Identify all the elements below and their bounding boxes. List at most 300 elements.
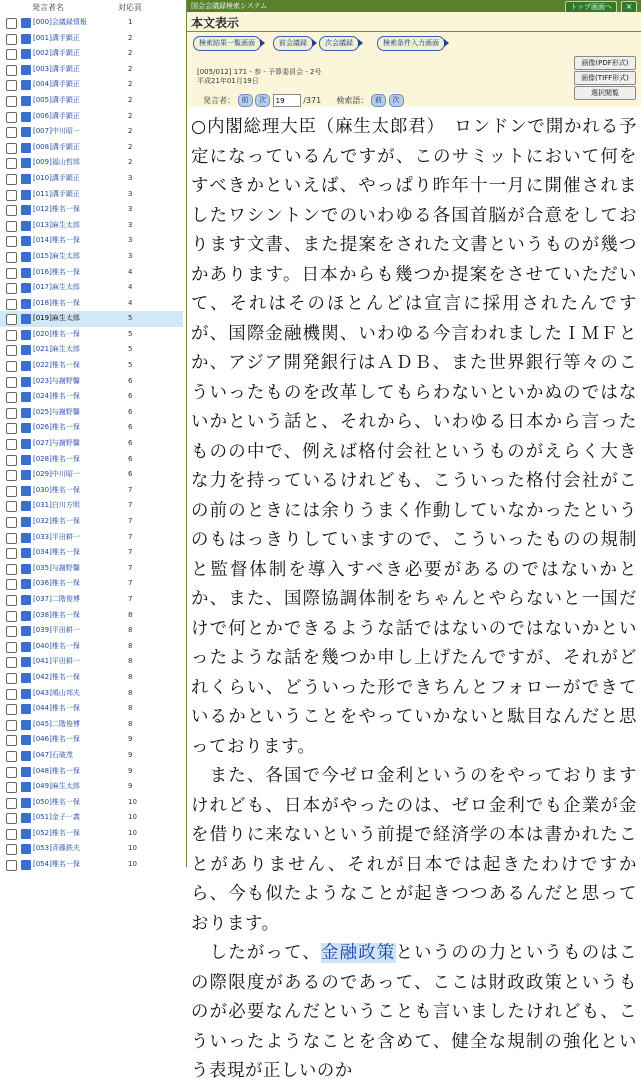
document-icon — [21, 158, 31, 168]
page-number: 8 — [128, 688, 133, 697]
speaker-list-item[interactable] — [0, 327, 183, 343]
speaker-list-item[interactable] — [0, 265, 183, 281]
document-icon — [21, 221, 31, 231]
speaker-link[interactable]: [019]麻生太郎 — [33, 314, 80, 323]
speech-paragraph-3 — [187, 939, 641, 1087]
page-number: 7 — [128, 501, 133, 510]
speaker-list-item[interactable] — [0, 109, 183, 125]
page-number: 8 — [128, 626, 133, 635]
speaker-link[interactable]: [004]溝手顕正 — [33, 80, 80, 89]
select-checkbox[interactable] — [6, 501, 17, 512]
speaker-list-item[interactable] — [0, 124, 183, 140]
select-checkbox[interactable] — [6, 517, 17, 528]
page-number: 2 — [128, 33, 133, 42]
speaker-link[interactable]: [027]与謝野馨 — [33, 439, 80, 448]
page-title: 本文表示 — [191, 16, 240, 30]
speaker-list-item[interactable] — [0, 202, 183, 218]
speaker-link[interactable]: [036]椎名一保 — [33, 579, 80, 588]
speaker-link[interactable]: [016]椎名一保 — [33, 267, 80, 276]
document-icon — [21, 268, 31, 278]
select-checkbox[interactable] — [6, 392, 17, 403]
page-number: 2 — [128, 49, 133, 58]
speaker-list-item[interactable] — [0, 561, 183, 577]
speaker-link[interactable]: [022]椎名一保 — [33, 361, 80, 370]
speaker-link[interactable]: [015]麻生太郎 — [33, 251, 80, 260]
speaker-list-item[interactable] — [0, 623, 183, 639]
select-checkbox[interactable] — [6, 330, 17, 341]
document-icon — [21, 361, 31, 371]
page-number: 6 — [128, 407, 133, 416]
speaker-link[interactable]: [052]椎名一保 — [33, 828, 80, 837]
speaker-list-header — [0, 2, 183, 14]
document-icon — [21, 501, 31, 511]
speaker-link[interactable]: [010]溝手顕正 — [33, 173, 80, 182]
document-icon — [21, 704, 31, 714]
page-number: 3 — [128, 220, 133, 229]
speaker-link[interactable]: [045]二階俊博 — [33, 719, 80, 728]
select-checkbox[interactable] — [6, 767, 17, 778]
page-number: 2 — [128, 127, 133, 136]
speaker-link[interactable]: [048]椎名一保 — [33, 766, 80, 775]
speaker-list-item[interactable] — [0, 545, 183, 561]
prev-speaker-button[interactable]: 前 — [238, 94, 253, 107]
speaker-list-item[interactable] — [0, 15, 183, 31]
speaker-link[interactable]: [018]椎名一保 — [33, 298, 80, 307]
speaker-list-item[interactable] — [0, 514, 183, 530]
speaker-list-item[interactable] — [0, 764, 183, 780]
speaker-list-item[interactable] — [0, 249, 183, 265]
select-checkbox[interactable] — [6, 361, 17, 372]
control-panel — [187, 12, 641, 107]
speaker-link[interactable]: [037]二階俊博 — [33, 594, 80, 603]
page-number: 8 — [128, 704, 133, 713]
document-icon — [21, 439, 31, 449]
select-checkbox[interactable] — [6, 860, 17, 871]
page-column-header: 対応頁 — [118, 3, 142, 12]
document-icon — [21, 80, 31, 90]
select-checkbox[interactable] — [6, 80, 17, 91]
select-checkbox[interactable] — [6, 626, 17, 637]
select-checkbox[interactable] — [6, 158, 17, 169]
select-checkbox[interactable] — [6, 423, 17, 434]
document-icon — [21, 330, 31, 340]
speaker-link[interactable]: [033]平田耕一 — [33, 532, 80, 541]
speaker-navigation — [203, 94, 404, 108]
page-number: 6 — [128, 376, 133, 385]
page-number: 10 — [128, 797, 137, 806]
document-icon — [21, 423, 31, 433]
speaker-list-item[interactable] — [0, 701, 183, 717]
speaker-link[interactable]: [005]溝手顕正 — [33, 95, 80, 104]
select-checkbox[interactable] — [6, 112, 17, 123]
speaker-list-item[interactable] — [0, 405, 183, 421]
tiff-image-button[interactable]: 画像(TIFF形式) — [574, 71, 636, 85]
page-number: 9 — [128, 750, 133, 759]
page-number: 8 — [128, 657, 133, 666]
page-number: 6 — [128, 454, 133, 463]
document-icon — [21, 767, 31, 777]
document-icon — [21, 34, 31, 44]
document-icon — [21, 190, 31, 200]
title-divider — [187, 31, 641, 32]
document-icon — [21, 314, 31, 324]
speaker-list-item[interactable] — [0, 140, 183, 156]
select-checkbox[interactable] — [6, 455, 17, 466]
document-icon — [21, 174, 31, 184]
document-icon — [21, 517, 31, 527]
page-number: 10 — [128, 860, 137, 869]
pdf-image-button[interactable]: 画像(PDF形式) — [574, 56, 636, 70]
speaker-link[interactable]: [000]会議録情報 — [33, 18, 87, 26]
search-input-screen-button[interactable]: 検索条件入力画面 — [377, 36, 445, 51]
speaker-link[interactable]: [041]平田耕一 — [33, 657, 80, 666]
document-icon — [21, 408, 31, 418]
select-checkbox[interactable] — [6, 283, 17, 294]
top-page-button[interactable]: トップ画面へ — [565, 1, 617, 13]
speaker-link[interactable]: [040]椎名一保 — [33, 641, 80, 650]
select-checkbox[interactable] — [6, 236, 17, 247]
page-number: 8 — [128, 672, 133, 681]
page-number: 9 — [128, 735, 133, 744]
document-icon — [21, 299, 31, 309]
select-checkbox[interactable] — [6, 704, 17, 715]
page-number: 4 — [128, 298, 133, 307]
page-number: 10 — [128, 813, 137, 822]
document-icon — [21, 611, 31, 621]
document-icon — [21, 798, 31, 808]
document-icon — [21, 455, 31, 465]
speaker-list-item[interactable] — [0, 530, 183, 546]
page-number: 6 — [128, 470, 133, 479]
speaker-link[interactable]: [051]金子一義 — [33, 813, 80, 822]
select-checkbox[interactable] — [6, 49, 17, 60]
speaker-list-item[interactable] — [0, 498, 183, 514]
speaker-link[interactable]: [020]椎名一保 — [33, 329, 80, 338]
select-checkbox[interactable] — [6, 798, 17, 809]
document-pane — [186, 0, 641, 1081]
document-icon — [21, 112, 31, 122]
speaker-link[interactable]: [025]与謝野馨 — [33, 407, 80, 416]
paragraph-text: したがって、 — [191, 943, 322, 963]
select-checkbox[interactable] — [6, 174, 17, 185]
select-checkbox[interactable] — [6, 252, 17, 263]
speaker-list-item[interactable] — [0, 826, 183, 842]
document-icon — [21, 548, 31, 558]
document-icon — [21, 751, 31, 761]
document-icon — [21, 49, 31, 59]
page-number: 8 — [128, 610, 133, 619]
select-checkbox[interactable] — [6, 143, 17, 154]
document-icon — [21, 673, 31, 683]
speaker-list-item[interactable] — [0, 342, 183, 358]
speaker-list-item[interactable] — [0, 467, 183, 483]
select-checkbox[interactable] — [6, 377, 17, 388]
speaker-list-item[interactable] — [0, 62, 183, 78]
select-checkbox[interactable] — [6, 579, 17, 590]
prev-meeting-button[interactable]: 前会議録 — [273, 36, 313, 51]
meeting-date: 平成21年01月19日 — [197, 77, 259, 85]
next-speaker-button[interactable]: 次 — [255, 94, 270, 107]
select-checkbox[interactable] — [6, 470, 17, 481]
system-bar — [187, 0, 641, 12]
page-number: 6 — [128, 439, 133, 448]
select-checkbox[interactable] — [6, 595, 17, 606]
speaker-link[interactable]: [028]椎名一保 — [33, 454, 80, 463]
speaker-list-item[interactable] — [0, 732, 183, 748]
next-meeting-button[interactable]: 次会議録 — [319, 36, 359, 51]
speaker-link[interactable]: [049]麻生太郎 — [33, 782, 80, 791]
speaker-list-item[interactable] — [0, 576, 183, 592]
select-checkbox[interactable] — [6, 673, 17, 684]
document-body — [187, 113, 641, 1081]
document-icon — [21, 143, 31, 153]
speaker-list-item[interactable] — [0, 608, 183, 624]
document-icon — [21, 283, 31, 293]
speech-paragraph-1: ○内閣総理大臣（麻生太郎君） ロンドンで開かれる予定になっているんですが、このサミットにおいて何をすべきかといえば、やっぱり昨年十一月に開催されましたワシントンでのいわゆる各国首脳が合意をしております文書、また提案をされた文書というものが幾つかあります。日本からも幾つか提案をさせていただいて、それはそのほとんどは宣言に採用されたんですが、国際金融機関、いわゆる今言われましたＩＭＦとか、アジア開発銀行はＡＤＢ、また世界銀行等々のこういったものを改革してもらわないといかぬのではないかという話と、それから、いわゆる日本から言ったものの中で、例えば格付会社というものがえらく大きな力を持っているけれども、こういった格付会社がこの前のときには余りうまく作動していなかったというのもはっきりしていますので、こういったものの規制と監督体制を導入すべき必要があるのではないかとか、また、国際協調体制をちゃんとやらないと一国だけで何とかできるような話ではないのではないかといったような話を幾つか申し上げたんですが、それがどれくらい、どういった形できちんとフォローができているかということをやっていかないと駄目なんだと思っております。 — [191, 117, 637, 757]
select-checkbox[interactable] — [6, 813, 17, 824]
speaker-link[interactable]: [026]椎名一保 — [33, 423, 80, 432]
speaker-list-item[interactable] — [0, 748, 183, 764]
search-term-highlight: 金融政策 — [321, 943, 396, 963]
speaker-link[interactable]: [012]椎名一保 — [33, 205, 80, 214]
speaker-link[interactable]: [050]椎名一保 — [33, 797, 80, 806]
page-number: 2 — [128, 80, 133, 89]
speaker-list-item[interactable] — [0, 857, 183, 873]
speaker-list-item[interactable] — [0, 654, 183, 670]
page-number: 2 — [128, 111, 133, 120]
speaker-link[interactable]: [042]椎名一保 — [33, 672, 80, 681]
speaker-link[interactable]: [007]中川昭一 — [33, 127, 80, 136]
speaker-link[interactable]: [006]溝手顕正 — [33, 111, 80, 120]
select-checkbox[interactable] — [6, 751, 17, 762]
document-icon — [21, 813, 31, 823]
speaker-link[interactable]: [029]中川昭一 — [33, 470, 80, 479]
speaker-link[interactable]: [032]椎名一保 — [33, 517, 80, 525]
select-checkbox[interactable] — [6, 408, 17, 419]
speaker-list-item[interactable] — [0, 795, 183, 811]
speaker-list-item[interactable] — [0, 280, 183, 296]
select-checkbox[interactable] — [6, 221, 17, 232]
page-number: 6 — [128, 392, 133, 401]
speaker-link[interactable]: [017]麻生太郎 — [33, 283, 80, 292]
speaker-list-item[interactable] — [0, 389, 183, 405]
speaker-link[interactable]: [038]椎名一保 — [33, 610, 80, 619]
speaker-link[interactable]: [001]溝手顕正 — [33, 33, 80, 42]
select-checkbox[interactable] — [6, 96, 17, 107]
page-number: 6 — [128, 423, 133, 432]
speaker-link[interactable]: [009]福山哲郎 — [33, 158, 80, 167]
page-number: 4 — [128, 267, 133, 276]
speaker-list-item[interactable] — [0, 841, 183, 857]
speaker-link[interactable]: [008]溝手顕正 — [33, 142, 80, 151]
page-number: 1 — [128, 18, 133, 26]
page-number: 2 — [128, 64, 133, 73]
speaker-list-item[interactable] — [0, 93, 183, 109]
select-checkbox[interactable] — [6, 844, 17, 855]
speaker-list-item[interactable] — [0, 717, 183, 733]
document-icon — [21, 486, 31, 496]
speaker-list-item[interactable] — [0, 779, 183, 795]
speaker-list-item[interactable] — [0, 311, 183, 327]
speaker-list-item[interactable] — [0, 358, 183, 374]
document-icon — [21, 127, 31, 137]
page-number: 7 — [128, 517, 133, 525]
speaker-link[interactable]: [014]椎名一保 — [33, 236, 80, 245]
document-icon — [21, 657, 31, 667]
select-checkbox[interactable] — [6, 345, 17, 356]
speaker-link[interactable]: [046]椎名一保 — [33, 735, 80, 744]
page-number: 2 — [128, 95, 133, 104]
select-checkbox[interactable] — [6, 299, 17, 310]
speaker-list-pane — [0, 0, 183, 867]
page-number: 5 — [128, 361, 133, 370]
speaker-link[interactable]: [035]与謝野馨 — [33, 563, 80, 572]
speaker-list-item[interactable] — [0, 670, 183, 686]
prev-term-button[interactable]: 前 — [371, 94, 386, 107]
page-number: 7 — [128, 485, 133, 494]
close-icon[interactable]: × — [621, 1, 637, 13]
speaker-list-item[interactable] — [0, 420, 183, 436]
page-number: 9 — [128, 766, 133, 775]
speaker-link[interactable]: [053]斉藤鉄夫 — [33, 844, 80, 853]
select-checkbox[interactable] — [6, 735, 17, 746]
speaker-link[interactable]: [024]椎名一保 — [33, 392, 80, 401]
select-checkbox[interactable] — [6, 642, 17, 653]
speaker-link[interactable]: [043]鳩山邦夫 — [33, 688, 80, 697]
document-icon — [21, 735, 31, 745]
select-checkbox[interactable] — [6, 564, 17, 575]
speaker-list-item[interactable] — [0, 218, 183, 234]
speaker-list-item[interactable] — [0, 483, 183, 499]
select-checkbox[interactable] — [6, 533, 17, 544]
document-icon — [21, 392, 31, 402]
speaker-list-item[interactable] — [0, 46, 183, 62]
select-checkbox[interactable] — [6, 486, 17, 497]
select-checkbox[interactable] — [6, 205, 17, 216]
select-checkbox[interactable] — [6, 34, 17, 45]
page-number: 8 — [128, 719, 133, 728]
speaker-list-item[interactable] — [0, 436, 183, 452]
document-icon — [21, 626, 31, 636]
paragraph-text: というのの力というものはこの際限度があるのであって、ここは財政政策というものが必要なんだということも言いましたけれども、こういったようなことを含めて、健全な規制の強化という表現が正しいのか — [191, 943, 637, 1081]
next-term-button[interactable]: 次 — [389, 94, 404, 107]
speaker-label: 発言者： — [203, 96, 235, 105]
page-number: 7 — [128, 563, 133, 572]
select-checkbox[interactable] — [6, 689, 17, 700]
page-number: 10 — [128, 828, 137, 837]
document-icon — [21, 252, 31, 262]
select-checkbox[interactable] — [6, 268, 17, 279]
document-icon — [21, 844, 31, 854]
document-icon — [21, 720, 31, 730]
speaker-list-item[interactable] — [0, 452, 183, 468]
page-number: 3 — [128, 251, 133, 260]
page-number: 7 — [128, 532, 133, 541]
document-icon — [21, 18, 31, 28]
document-icon — [21, 595, 31, 605]
select-checkbox[interactable] — [6, 782, 17, 793]
speaker-link[interactable]: [011]溝手顕正 — [33, 189, 80, 198]
page-number: 9 — [128, 782, 133, 791]
select-checkbox[interactable] — [6, 720, 17, 731]
speaker-link[interactable]: [030]椎名一保 — [33, 485, 80, 494]
page-number: 2 — [128, 158, 133, 167]
select-checkbox[interactable] — [6, 127, 17, 138]
select-checkbox[interactable] — [6, 65, 17, 76]
page-number: 5 — [128, 314, 133, 323]
page-number: 4 — [128, 283, 133, 292]
document-icon — [21, 533, 31, 543]
speaker-list-item[interactable] — [0, 639, 183, 655]
select-checkbox[interactable] — [6, 190, 17, 201]
select-checkbox[interactable] — [6, 657, 17, 668]
page-number: 7 — [128, 594, 133, 603]
page-number: 5 — [128, 345, 133, 354]
select-view-button[interactable]: 選択閲覧 — [574, 86, 636, 100]
select-checkbox[interactable] — [6, 611, 17, 622]
speaker-link[interactable]: [031]白川方明 — [33, 501, 80, 510]
speaker-link[interactable]: [021]麻生太郎 — [33, 345, 80, 354]
speaker-list-item[interactable] — [0, 77, 183, 93]
speaker-list-item[interactable] — [0, 187, 183, 203]
document-icon — [21, 236, 31, 246]
document-icon — [21, 96, 31, 106]
speaker-list — [0, 15, 183, 873]
speaker-list-item[interactable] — [0, 686, 183, 702]
speaker-link[interactable]: [054]椎名一保 — [33, 860, 80, 869]
document-icon — [21, 65, 31, 75]
speaker-link[interactable]: [044]椎名一保 — [33, 704, 80, 713]
page-number: 3 — [128, 189, 133, 198]
speaker-list-item[interactable] — [0, 31, 183, 47]
speaker-link[interactable]: [039]平田耕一 — [33, 626, 80, 635]
page-number: 10 — [128, 844, 137, 853]
speaker-link[interactable]: [013]麻生太郎 — [33, 220, 80, 229]
page-number: 3 — [128, 205, 133, 214]
select-checkbox[interactable] — [6, 439, 17, 450]
select-checkbox[interactable] — [6, 18, 17, 29]
document-icon — [21, 377, 31, 387]
document-icon — [21, 642, 31, 652]
select-checkbox[interactable] — [6, 548, 17, 559]
select-checkbox[interactable] — [6, 314, 17, 325]
speaker-list-item[interactable] — [0, 810, 183, 826]
speaker-link[interactable]: [003]溝手顕正 — [33, 64, 80, 73]
speaker-column-header: 発言者名 — [32, 3, 64, 12]
speaker-list-item[interactable] — [0, 155, 183, 171]
speaker-list-item[interactable] — [0, 592, 183, 608]
page-number: 7 — [128, 579, 133, 588]
page-number: 3 — [128, 236, 133, 245]
document-icon — [21, 829, 31, 839]
page-number: 5 — [128, 329, 133, 338]
speaker-list-item[interactable] — [0, 296, 183, 312]
document-icon — [21, 205, 31, 215]
results-list-button[interactable]: 検索結果一覧画面 — [193, 36, 261, 51]
select-checkbox[interactable] — [6, 829, 17, 840]
document-icon — [21, 782, 31, 792]
speaker-list-item[interactable] — [0, 233, 183, 249]
speaker-list-item[interactable] — [0, 374, 183, 390]
speaker-link[interactable]: [002]溝手顕正 — [33, 49, 80, 58]
speaker-list-item[interactable] — [0, 171, 183, 187]
meeting-info: [005/012] 171 - 参 - 予算委員会 - 2号 — [197, 68, 322, 76]
speaker-link[interactable]: [047]石破茂 — [33, 750, 73, 759]
speaker-number-input[interactable] — [273, 94, 301, 107]
page-number: 7 — [128, 548, 133, 557]
speaker-link[interactable]: [023]与謝野馨 — [33, 376, 80, 385]
speaker-link[interactable]: [034]椎名一保 — [33, 548, 80, 557]
